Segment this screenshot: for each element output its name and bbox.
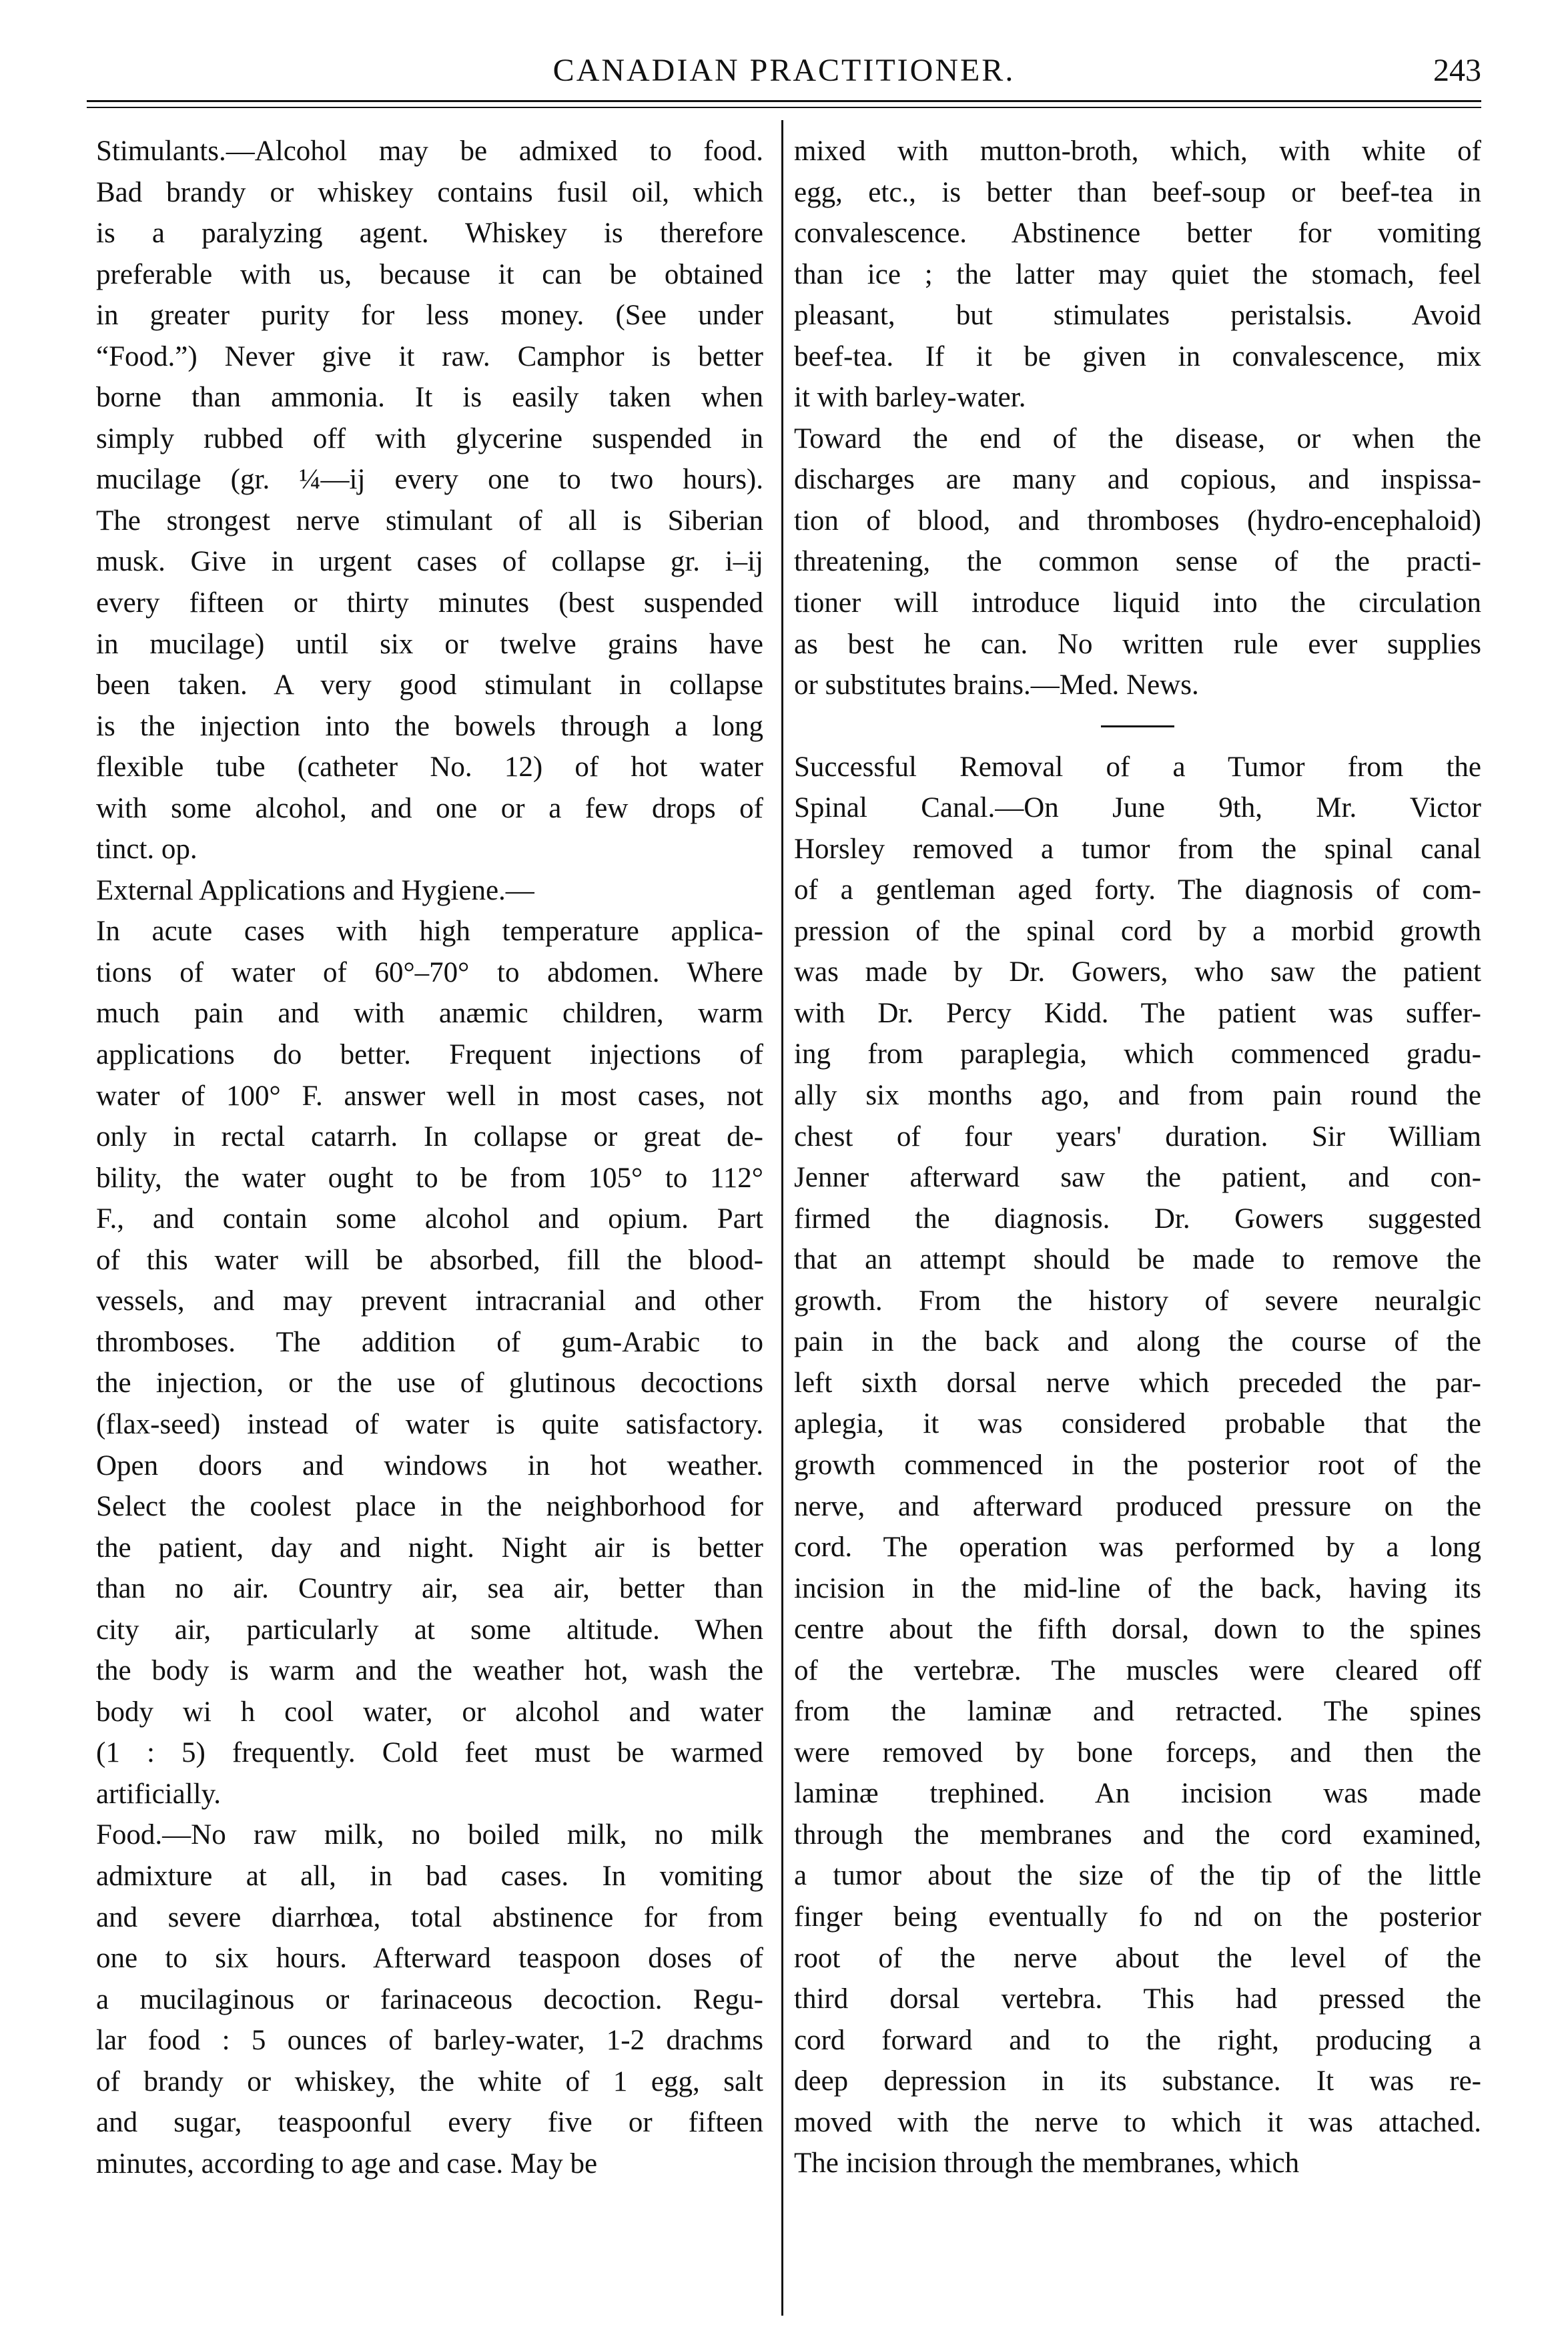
- text-line: growth. From the history of severe neuralgic: [794, 1285, 1481, 1317]
- text-line: aplegia, it was considered probable that the: [794, 1408, 1481, 1440]
- text-line: tion of blood, and thromboses (hydro-encephaloid): [794, 505, 1481, 537]
- text-line: the patient, day and night. Night air is better: [96, 1532, 763, 1564]
- text-line: artificially.: [96, 1778, 222, 1810]
- text-line: preferable with us, because it can be obtained: [96, 258, 763, 290]
- text-line: applications do better. Frequent injections of: [96, 1039, 763, 1071]
- text-line: Successful Removal of a Tumor from the: [794, 751, 1481, 783]
- text-line: a mucilaginous or farinaceous decoction. Regu-: [96, 1983, 763, 2015]
- text-line: one to six hours. Afterward teaspoon doses of: [96, 1943, 763, 1975]
- right-column-section-b: [794, 747, 1481, 2184]
- text-line: than ice ; the latter may quiet the stomach, feel: [794, 258, 1481, 290]
- text-line: Stimulants.—Alcohol may be admixed to food.: [96, 135, 763, 167]
- text-line: pleasant, but stimulates peristalsis. Avoid: [794, 300, 1481, 332]
- text-line: (flax-seed) instead of water is quite satisfactory.: [96, 1408, 763, 1440]
- text-line: bility, the water ought to be from 105° to 112°: [96, 1162, 763, 1194]
- text-line: chest of four years' duration. Sir William: [794, 1120, 1481, 1152]
- text-line: city air, particularly at some altitude. When: [96, 1614, 763, 1646]
- text-line: with Dr. Percy Kidd. The patient was suffer-: [794, 997, 1481, 1029]
- text-line: thromboses. The addition of gum-Arabic to: [96, 1326, 763, 1358]
- text-line: in mucilage) until six or twelve grains have: [96, 628, 763, 660]
- text-line: tions of water of 60°–70° to abdomen. Where: [96, 956, 763, 988]
- text-line: ally six months ago, and from pain round the: [794, 1080, 1481, 1112]
- text-line: incision in the mid-line of the back, having its: [794, 1572, 1481, 1604]
- text-line: tinct. op.: [96, 833, 198, 866]
- text-line: mucilage (gr. ¼—ij every one to two hours).: [96, 464, 763, 496]
- header-rule-bottom: [87, 107, 1481, 108]
- text-line: cord. The operation was performed by a long: [794, 1532, 1481, 1564]
- right-column-section-a: [794, 131, 1481, 706]
- text-line: cord forward and to the right, producing a: [794, 2024, 1481, 2056]
- text-line: borne than ammonia. It is easily taken when: [96, 382, 763, 414]
- text-line: simply rubbed off with glycerine suspended in: [96, 422, 763, 454]
- text-line: through the membranes and the cord examined,: [794, 1818, 1481, 1851]
- text-line: and sugar, teaspoonful every five or fifteen: [96, 2107, 763, 2139]
- text-line: Toward the end of the disease, or when the: [794, 422, 1481, 454]
- text-line: that an attempt should be made to remove the: [794, 1244, 1481, 1276]
- text-line: mixed with mutton-broth, which, with white of: [794, 135, 1481, 167]
- text-line: lar food : 5 ounces of barley-water, 1-2 drachms: [96, 2025, 763, 2057]
- text-line: flexible tube (catheter No. 12) of hot water: [96, 751, 763, 783]
- text-line: vessels, and may prevent intracranial and other: [96, 1285, 763, 1317]
- text-line: were removed by bone forceps, and then the: [794, 1736, 1481, 1768]
- text-line: Bad brandy or whiskey contains fusil oil, which: [96, 176, 763, 208]
- text-line: beef-tea. If it be given in convalescence, mix: [794, 340, 1481, 372]
- text-line: minutes, according to age and case. May be: [96, 2147, 598, 2180]
- page-number: 243: [1433, 53, 1481, 88]
- text-line: convalescence. Abstinence better for vomiting: [794, 218, 1481, 250]
- right-column: [794, 131, 1481, 2184]
- text-line: moved with the nerve to which it was attached.: [794, 2106, 1481, 2138]
- text-line: with some alcohol, and one or a few drops of: [96, 792, 763, 824]
- text-line: (1 : 5) frequently. Cold feet must be warmed: [96, 1737, 763, 1769]
- text-line: Spinal Canal.—On June 9th, Mr. Victor: [794, 792, 1481, 824]
- text-line: finger being eventually fo nd on the posterior: [794, 1901, 1481, 1933]
- text-line: been taken. A very good stimulant in collapse: [96, 669, 763, 701]
- text-line: growth commenced in the posterior root of the: [794, 1449, 1481, 1481]
- text-line: laminæ trephined. An incision was made: [794, 1778, 1481, 1810]
- text-line: in greater purity for less money. (See under: [96, 300, 763, 332]
- text-line: Jenner afterward saw the patient, and con-: [794, 1162, 1481, 1194]
- text-line: Open doors and windows in hot weather.: [96, 1449, 763, 1481]
- text-line: musk. Give in urgent cases of collapse gr. i–ij: [96, 546, 763, 578]
- text-line: of brandy or whiskey, the white of 1 egg, salt: [96, 2065, 763, 2097]
- text-line: is a paralyzing agent. Whiskey is therefore: [96, 218, 763, 250]
- text-line: only in rectal catarrh. In collapse or great de-: [96, 1121, 763, 1153]
- text-line: Food.—No raw milk, no boiled milk, no milk: [96, 1819, 763, 1851]
- text-line: firmed the diagnosis. Dr. Gowers suggested: [794, 1203, 1481, 1235]
- text-line: root of the nerve about the level of the: [794, 1942, 1481, 1974]
- text-line: F., and contain some alcohol and opium. Part: [96, 1203, 763, 1235]
- text-line: as best he can. No written rule ever supplies: [794, 628, 1481, 660]
- text-line: threatening, the common sense of the practi-: [794, 546, 1481, 578]
- text-line: ing from paraplegia, which commenced gradu-: [794, 1038, 1481, 1070]
- text-line: is the injection into the bowels through a long: [96, 710, 763, 742]
- text-line: discharges are many and copious, and inspissa-: [794, 464, 1481, 496]
- text-line: External Applications and Hygiene.—: [96, 874, 534, 906]
- text-line: the injection, or the use of glutinous decoctions: [96, 1367, 763, 1399]
- left-column: [96, 131, 763, 2184]
- text-line: Horsley removed a tumor from the spinal canal: [794, 833, 1481, 865]
- text-line: “Food.”) Never give it raw. Camphor is better: [96, 340, 763, 372]
- page-header: [87, 52, 1481, 99]
- text-line: or substitutes brains.—Med. News.: [794, 669, 1199, 701]
- section-separator: [1101, 725, 1174, 727]
- text-line: centre about the fifth dorsal, down to the spines: [794, 1614, 1481, 1646]
- text-line: the body is warm and the weather hot, wash the: [96, 1655, 763, 1687]
- text-line: pression of the spinal cord by a morbid growth: [794, 915, 1481, 947]
- text-line: egg, etc., is better than beef-soup or beef-tea in: [794, 176, 1481, 208]
- text-line: much pain and with anæmic children, warm: [96, 998, 763, 1030]
- text-line: of this water will be absorbed, fill the blood-: [96, 1244, 763, 1276]
- header-rule-top: [87, 100, 1481, 102]
- text-line: from the laminæ and retracted. The spines: [794, 1696, 1481, 1728]
- text-line: than no air. Country air, sea air, better than: [96, 1573, 763, 1605]
- text-line: pain in the back and along the course of the: [794, 1326, 1481, 1358]
- text-line: of a gentleman aged forty. The diagnosis of com-: [794, 874, 1481, 906]
- text-line: body wi h cool water, or alcohol and water: [96, 1696, 763, 1728]
- running-head: CANADIAN PRACTITIONER.: [552, 53, 1016, 88]
- text-line: In acute cases with high temperature applica-: [96, 916, 763, 948]
- column-divider: [781, 120, 783, 2316]
- text-line: it with barley-water.: [794, 382, 1026, 414]
- text-line: water of 100° F. answer well in most cases, not: [96, 1080, 763, 1112]
- text-line: The incision through the membranes, which: [794, 2147, 1300, 2180]
- text-line: every fifteen or thirty minutes (best suspended: [96, 587, 763, 619]
- text-line: left sixth dorsal nerve which preceded the par-: [794, 1367, 1481, 1399]
- text-line: deep depression in its substance. It was re-: [794, 2065, 1481, 2097]
- text-line: third dorsal vertebra. This had pressed the: [794, 1983, 1481, 2015]
- text-line: was made by Dr. Gowers, who saw the patient: [794, 956, 1481, 988]
- text-line: The strongest nerve stimulant of all is Siberian: [96, 505, 763, 537]
- text-line: and severe diarrhœa, total abstinence for from: [96, 1901, 763, 1933]
- text-line: Select the coolest place in the neighborhood for: [96, 1491, 763, 1523]
- text-line: admixture at all, in bad cases. In vomiting: [96, 1860, 763, 1892]
- text-line: tioner will introduce liquid into the circulation: [794, 587, 1481, 619]
- text-line: a tumor about the size of the tip of the little: [794, 1860, 1481, 1892]
- text-line: of the vertebræ. The muscles were cleared off: [794, 1654, 1481, 1686]
- text-line: nerve, and afterward produced pressure on the: [794, 1490, 1481, 1522]
